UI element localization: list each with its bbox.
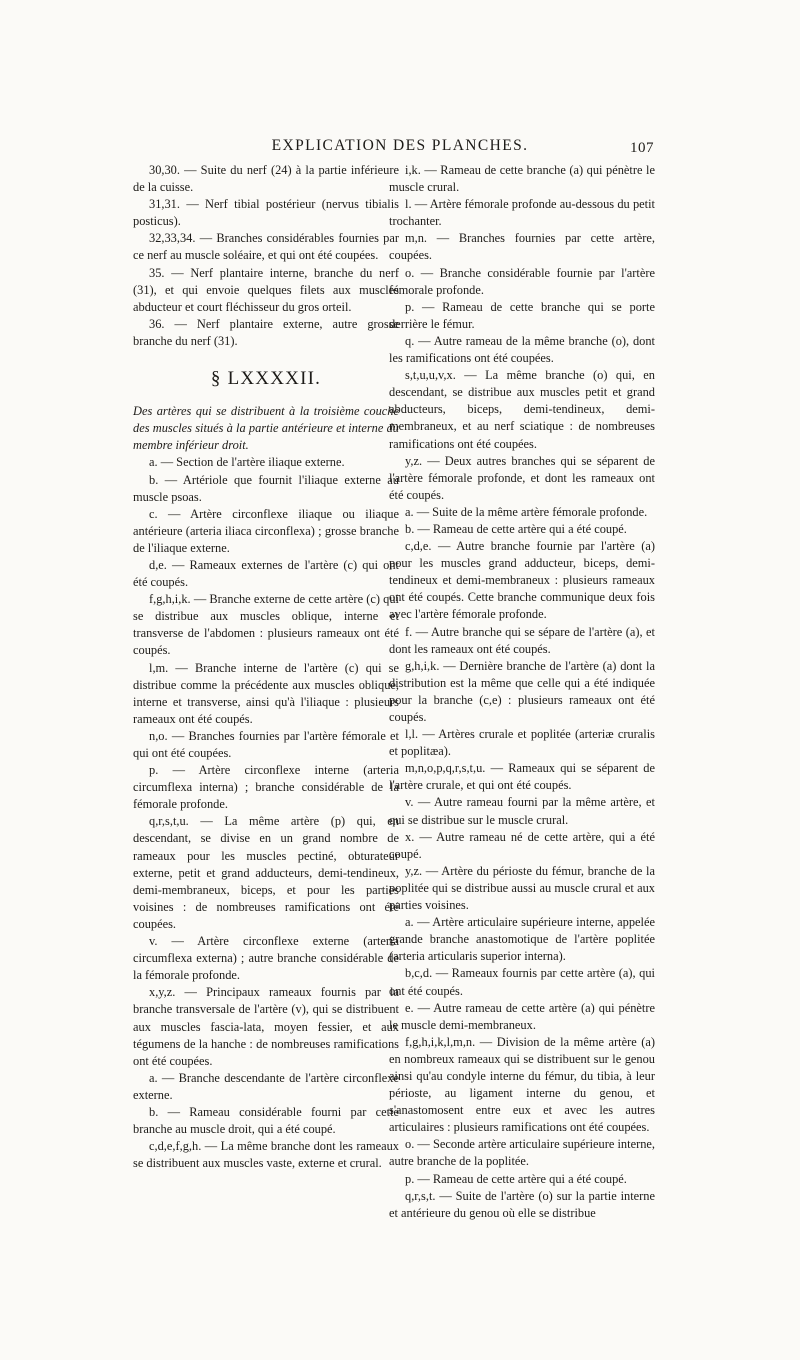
paragraph: 30,30. — Suite du nerf (24) à la partie inférieure de la cuisse. (133, 163, 399, 195)
paragraph: a. — Artère articulaire supérieure interne, appelée grande branche anastomotique de l'artère poplitée (arteria articularis superior interna). (389, 915, 655, 964)
paragraph: b. — Rameau considérable fourni par cette branche au muscle droit, qui a été coupé. (133, 1104, 399, 1137)
paragraph: f. — Autre branche qui se sépare de l'artère (a), et dont les rameaux ont été coupés. (389, 624, 655, 656)
paragraph: g,h,i,k. — Dernière branche de l'artère (a) dont la distribution est la même que celle qui a été indiquée pour la branche (c,e) : plusieurs rameaux ont été coupés. (389, 658, 655, 724)
paragraph: c,d,e. — Autre branche fournie par l'artère (a) pour les muscles grand adducteur, biceps, demi-tendineux et demi-membraneux : plusieurs rameaux ont été coupés. Cette branche communique deux fois avec l'artère fémorale profonde. (389, 539, 655, 622)
paragraph: l,m. — Branche interne de l'artère (c) qui se distribue comme la précédente aux muscles oblique, interne et transverse, ainsi qu'à l'iliaque : plusieurs rameaux ont été coupés. (133, 660, 399, 726)
paragraph: n,o. — Branches fournies par l'artère fémorale et qui ont été coupées. (133, 728, 399, 760)
paragraph: o. — Branche considérable fournie par l'artère fémorale profonde. (389, 265, 655, 297)
paragraph: m,n. — Branches fournies par cette artère, coupées. (389, 231, 655, 263)
paragraph: b. — Rameau de cette artère qui a été coupé. (405, 521, 627, 536)
paragraph: 32,33,34. — Branches considérables fournies par ce nerf au muscle soléaire, et qui ont été coupées. (133, 231, 399, 263)
paragraph: f,g,h,i,k,l,m,n. — Division de la même artère (a) en nombreux rameaux qui se distribuent sur le genou ainsi qu'au condyle interne du fémur, du tibia, à leur périoste, au ligament interne du genou, et s'anastomosent entre eux et avec les autres articulaires : plusieurs ramifications ont été coupées. (389, 1034, 655, 1135)
paragraph: a. — Branche descendante de l'artère circonflexe externe. (133, 1070, 399, 1102)
paragraph: o. — Seconde artère articulaire supérieure interne, autre branche de la poplitée. (389, 1137, 655, 1169)
paragraph: m,n,o,p,q,r,s,t,u. — Rameaux qui se séparent de l'artère crurale, et qui ont été coupés. (389, 761, 655, 793)
paragraph: i,k. — Rameau de cette branche (a) qui pénètre le muscle crural. (389, 163, 655, 195)
section-intro: Des artères qui se distribuent à la troisième couche des muscles situés à la partie antérieure et interne du membre inférieur droit. (133, 404, 399, 453)
paragraph: y,z. — Deux autres branches qui se séparent de l'artère fémorale profonde, et dont les rameaux ont été coupés. (389, 453, 655, 502)
right-column (389, 162, 655, 1222)
paragraph: 36. — Nerf plantaire externe, autre grosse branche du nerf (31). (133, 316, 399, 348)
paragraph: a. — Section de l'artère iliaque externe. (149, 455, 345, 470)
paragraph: b,c,d. — Rameaux fournis par cette artère (a), qui ont été coupés. (389, 966, 655, 998)
paragraph: p. — Rameau de cette branche qui se porte derrière le fémur. (389, 299, 655, 331)
page-number: 107 (630, 140, 654, 156)
paragraph: x,y,z. — Principaux rameaux fournis par la branche transversale de l'artère (v), qui se distribuent aux muscles fascia-lata, moyen fessier, et aux tégumens de la hanche : de nombreuses ramifications ont été coupées. (133, 985, 399, 1068)
paragraph: 35. — Nerf plantaire interne, branche du nerf (31), et qui envoie quelques filets aux muscles abducteur et court fléchisseur du gros orteil. (133, 265, 399, 314)
left-column (133, 162, 399, 1172)
paragraph: q,r,s,t. — Suite de l'artère (o) sur la partie interne et antérieure du genou où elle se distribue (389, 1188, 655, 1220)
paragraph: e. — Autre rameau de cette artère (a) qui pénètre le muscle demi-membraneux. (389, 1000, 655, 1032)
paragraph: v. — Autre rameau fourni par la même artère, et qui se distribue sur le muscle crural. (389, 795, 655, 827)
paragraph: l,l. — Artères crurale et poplitée (arteriæ cruralis et poplitæa). (389, 727, 655, 759)
paragraph: p. — Rameau de cette artère qui a été coupé. (405, 1171, 627, 1186)
paragraph: x. — Autre rameau né de cette artère, qui a été coupé. (389, 829, 655, 861)
paragraph: p. — Artère circonflexe interne (arteria circumflexa interna) ; branche considérable de la fémorale profonde. (133, 763, 399, 812)
paragraph: c,d,e,f,g,h. — La même branche dont les rameaux se distribuent aux muscles vaste, externe et crural. (133, 1139, 399, 1171)
paragraph: v. — Artère circonflexe externe (arteria circumflexa externa) ; autre branche considérable de la fémorale profonde. (133, 934, 399, 983)
paragraph: f,g,h,i,k. — Branche externe de cette artère (c) qui se distribue aux muscles oblique, interne et transverse de l'abdomen : plusieurs rameaux ont été coupés. (133, 592, 399, 658)
paragraph: q. — Autre rameau de la même branche (o), dont les ramifications ont été coupées. (389, 333, 655, 366)
paragraph: s,t,u,u,v,x. — La même branche (o) qui, en descendant, se distribue aux muscles petit et grand abducteurs, biceps, demi-tendineux, demi-membraneux, et au nerf sciatique : de nombreuses ramifications ont été coupées. (389, 368, 655, 451)
paragraph: a. — Suite de la même artère fémorale profonde. (405, 504, 648, 519)
paragraph: c. — Artère circonflexe iliaque ou iliaque antérieure (arteria iliaca circonflexa) ; grosse branche de l'iliaque externe. (133, 506, 399, 555)
paragraph: l. — Artère fémorale profonde au-dessous du petit trochanter. (389, 197, 655, 229)
paragraph: d,e. — Rameaux externes de l'artère (c) qui ont été coupés. (133, 557, 399, 590)
section-heading: § LXXXXII. (210, 368, 322, 390)
paragraph: 31,31. — Nerf tibial postérieur (nervus tibialis posticus). (133, 197, 399, 229)
running-title: EXPLICATION DES PLANCHES. (271, 137, 529, 154)
paragraph: b. — Artériole que fournit l'iliaque externe au muscle psoas. (133, 472, 399, 504)
paragraph: y,z. — Artère du périoste du fémur, branche de la poplitée qui se distribue aussi au muscle crural et aux parties voisines. (389, 863, 655, 913)
paragraph: q,r,s,t,u. — La même artère (p) qui, en descendant, se divise en un grand nombre de rameaux pour les muscles pectiné, obturateur externe, petit et grand adducteurs, demi-tendineux, demi-membraneux, biceps, et pour les parties voisines : de nombreuses ramifications ont été coupées. (133, 814, 399, 931)
